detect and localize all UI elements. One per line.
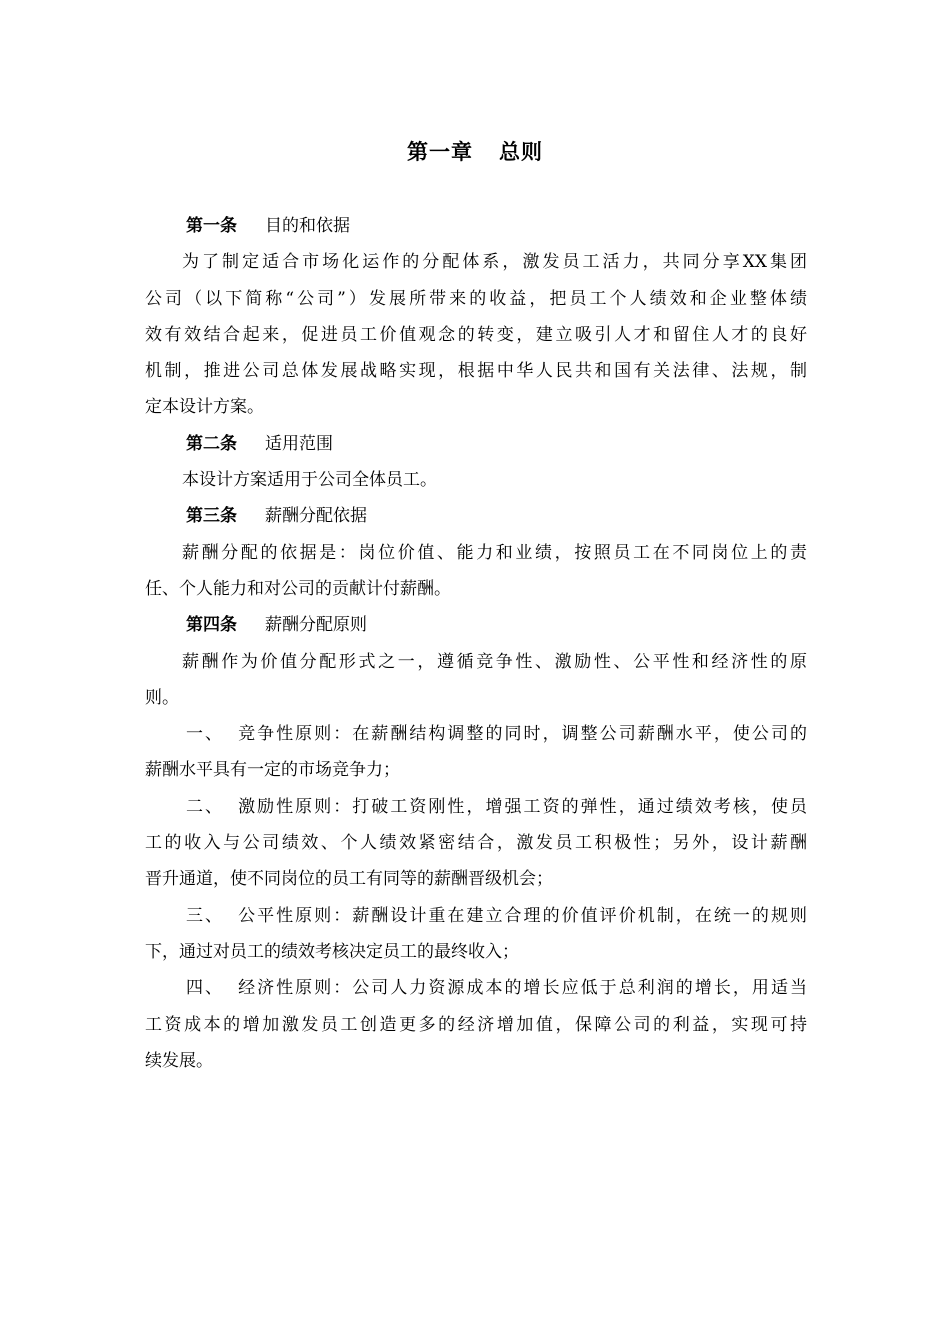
article-number: 第三条	[186, 506, 237, 527]
principle-line	[145, 898, 807, 934]
principle-line	[145, 716, 807, 752]
paragraph-line: 定本设计方案。	[145, 397, 264, 418]
article-heading	[145, 607, 807, 643]
article-number: 第二条	[186, 433, 237, 454]
principle-line	[145, 789, 807, 825]
paragraph-line: 公司（以下简称“公司”）发展所带来的收益，把员工个人绩效和企业整体绩	[145, 288, 807, 309]
article-title: 适用范围	[265, 433, 333, 454]
paragraph-line: 为了制定适合市场化运作的分配体系，激发员工活力，共同分享XX集团	[182, 252, 807, 273]
paragraph-line: 工的收入与公司绩效、个人绩效紧密结合，激发员工积极性；另外，设计薪酬	[145, 833, 807, 854]
document-body	[145, 208, 807, 1079]
paragraph-line: 则。	[145, 687, 179, 708]
principle-text: 公平性原则：薪酬设计重在建立合理的价值评价机制，在统一的规则	[236, 905, 807, 926]
paragraph-line: 效有效结合起来，促进员工价值观念的转变，建立吸引人才和留住人才的良好	[145, 324, 807, 345]
article-number: 第一条	[186, 216, 237, 236]
article-title: 目的和依据	[265, 216, 350, 236]
paragraph-line: 续发展。	[145, 1050, 213, 1071]
article-heading	[145, 426, 807, 462]
principle-text: 经济性原则：公司人力资源成本的增长应低于总利润的增长，用适当	[236, 978, 807, 999]
paragraph-line: 薪酬作为价值分配形式之一，遵循竞争性、激励性、公平性和经济性的原	[182, 651, 807, 672]
principle-text: 激励性原则：打破工资刚性，增强工资的弹性，通过绩效考核，使员	[236, 796, 807, 817]
paragraph-line: 下，通过对员工的绩效考核决定员工的最终收入；	[145, 941, 519, 962]
principle-number: 四、	[186, 978, 225, 999]
principle-number: 二、	[186, 796, 225, 817]
paragraph-line: 机制，推进公司总体发展战略实现，根据中华人民共和国有关法律、法规，制	[145, 361, 807, 382]
article-heading	[145, 498, 807, 534]
paragraph-line: 晋升通道，使不同岗位的员工有同等的薪酬晋级机会；	[145, 869, 553, 890]
paragraph-line: 任、个人能力和对公司的贡献计付薪酬。	[145, 578, 451, 599]
principle-number: 三、	[186, 905, 225, 926]
principle-line	[145, 970, 807, 1006]
paragraph-line: 薪酬分配的依据是：岗位价值、能力和业绩，按照员工在不同岗位上的责	[182, 542, 807, 563]
article-title: 薪酬分配原则	[265, 615, 367, 636]
article-heading	[145, 208, 807, 244]
chapter-number: 第一章	[407, 140, 473, 164]
paragraph-line: 薪酬水平具有一定的市场竞争力；	[145, 760, 400, 781]
principle-number: 一、	[186, 724, 225, 745]
chapter-title	[0, 137, 950, 167]
chapter-name: 总则	[499, 140, 543, 164]
paragraph-line: 工资成本的增加激发员工创造更多的经济增加值，保障公司的利益，实现可持	[145, 1014, 807, 1035]
article-title: 薪酬分配依据	[265, 506, 367, 527]
paragraph-line: 本设计方案适用于公司全体员工。	[182, 470, 437, 491]
article-number: 第四条	[186, 615, 237, 636]
principle-text: 竞争性原则：在薪酬结构调整的同时，调整公司薪酬水平，使公司的	[236, 724, 807, 745]
